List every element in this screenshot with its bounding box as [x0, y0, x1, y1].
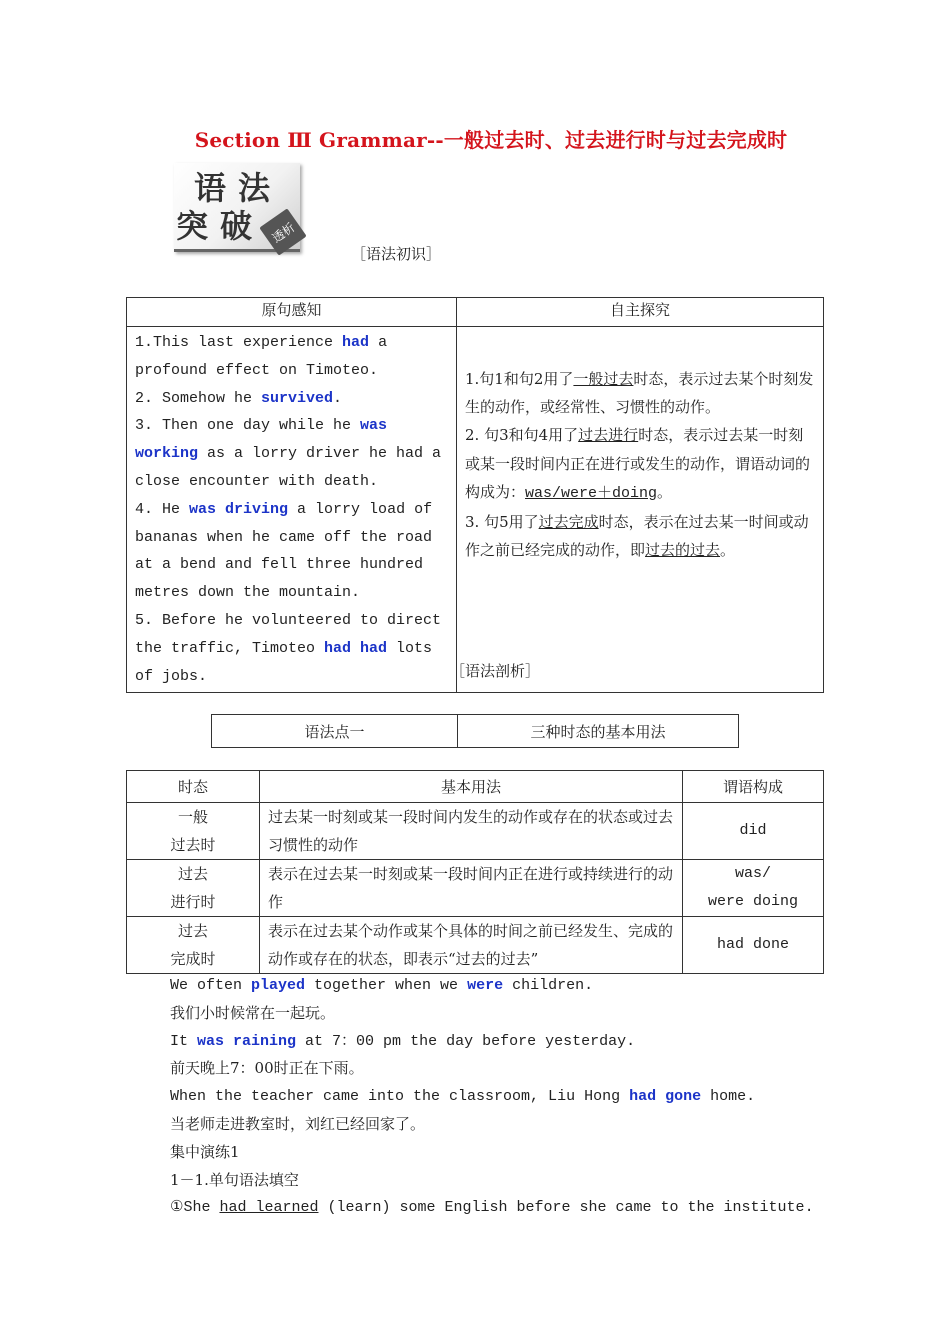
sentence-3: 3. Then one day while he was working as a lorry driver he had a close encounter with death. — [135, 417, 442, 490]
table-row: 过去 进行时 表示在过去某一时刻或某一段时间内正在进行或持续进行的动作 was/ were doing — [127, 860, 824, 917]
intro-table — [126, 297, 824, 693]
grammar-point-box — [211, 714, 739, 748]
example-3-en: When the teacher came into the classroom, Liu Hong had gone home. — [170, 1088, 756, 1106]
grammar-point-label: 语法点一 — [212, 715, 458, 748]
sentence-2: 2. Somehow he survived. — [135, 389, 343, 407]
section-label-intro: ［语法初识］ — [350, 245, 441, 263]
badge-tag: 透析 — [259, 208, 306, 255]
header-form: 谓语构成 — [683, 771, 824, 803]
sentence-5: 5. Before he volunteered to direct the traffic, Timoteo had had lots of jobs. — [135, 611, 442, 685]
intro-header-left: 原句感知 — [127, 298, 457, 327]
sentence-list — [127, 327, 457, 693]
table-row: 过去 完成时 表示在过去某个动作或某个具体的时间之前已经发生、完成的动作或存在的状态，即表示“过去的过去” had done — [127, 917, 824, 974]
examples-and-practice — [170, 972, 870, 1222]
intro-header-right: 自主探究 — [457, 298, 824, 327]
grammar-point-topic: 三种时态的基本用法 — [458, 715, 739, 748]
header-tense: 时态 — [127, 771, 260, 803]
header-usage: 基本用法 — [260, 771, 683, 803]
section-label-analysis: ［语法剖析］ — [449, 662, 540, 680]
sentence-4: 4. He was driving a lorry load of bananas when he came off the road at a bend and fell three hundred metres down the mountain. — [135, 500, 433, 602]
page-title: Section Ⅲ Grammar--一般过去时、过去进行时与过去完成时 — [194, 128, 788, 152]
grammar-badge-logo: 语 法 突 破 透析 — [174, 163, 300, 249]
sentence-1: 1.This last experience had a profound effect on Timoteo. — [135, 334, 388, 379]
note-2: 2. 句3和句4用了过去进行时态，表示过去某一时刻或某一段时间内正在进行或发生的动作，谓语动词的构成为：was/were＋doing。 — [465, 426, 811, 502]
practice-subheading: 1－1.单句语法填空 — [170, 1170, 299, 1189]
example-2-en: It was raining at 7：00 pm the day before yesterday. — [170, 1032, 636, 1050]
practice-heading: 集中演练1 — [170, 1142, 240, 1161]
example-2-zh: 前天晚上7：00时正在下雨。 — [170, 1059, 364, 1078]
example-1-en: We often played together when we were children. — [170, 977, 594, 994]
tense-table — [126, 770, 824, 974]
table-row: 一般 过去时 过去某一时刻或某一段时间内发生的动作或存在的状态或过去习惯性的动作 did — [127, 803, 824, 860]
note-3: 3. 句5用了过去完成时态，表示在过去某一时间或动作之前已经完成的动作，即过去的过去。 — [465, 513, 809, 560]
example-3-zh: 当老师走进教室时，刘红已经回家了。 — [170, 1114, 426, 1133]
note-1: 1.句1和句2用了一般过去时态，表示过去某个时刻发生的动作，或经常性、习惯性的动作。 — [465, 370, 814, 417]
practice-item-1: ①She had learned (learn) some English before she came to the institute. — [170, 1199, 814, 1217]
example-1-zh: 我们小时候常在一起玩。 — [170, 1003, 336, 1022]
exploration-notes — [457, 327, 824, 693]
